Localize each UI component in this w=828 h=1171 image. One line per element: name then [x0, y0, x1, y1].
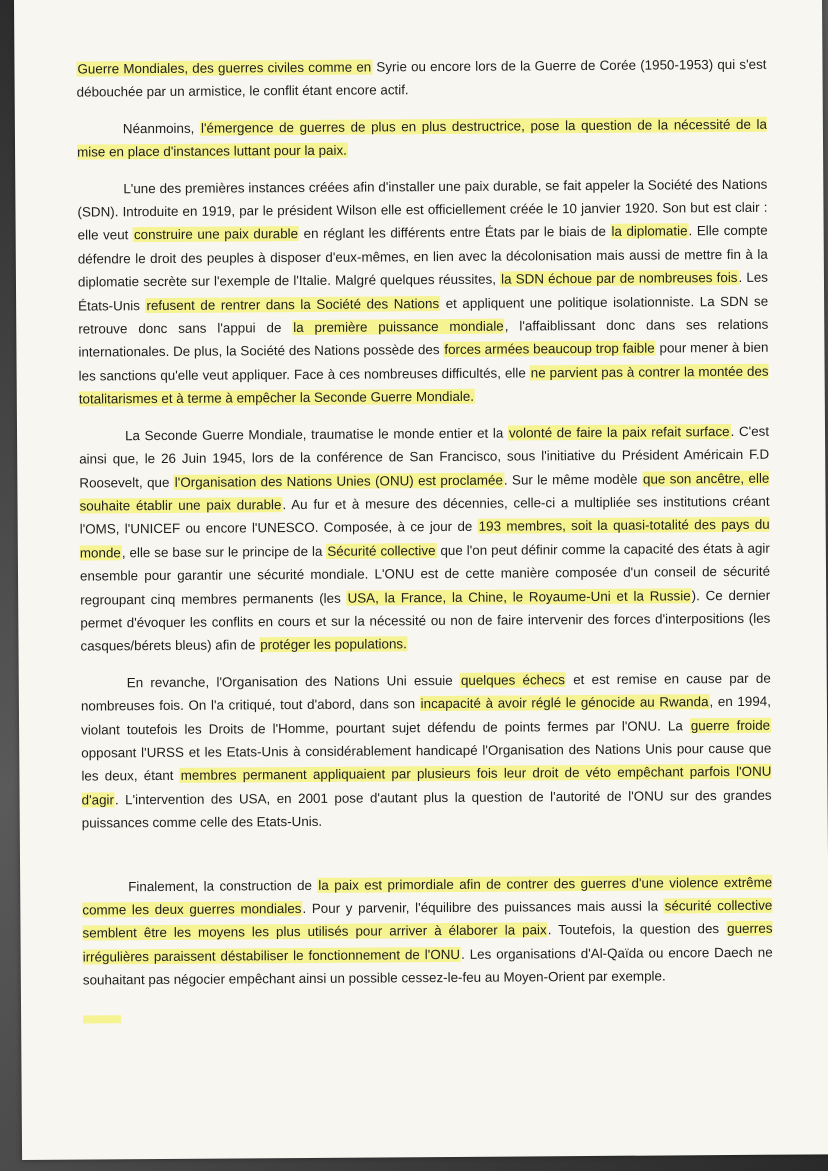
- highlight: guerres irrégulières paraissent déstabiliser le fonctionnement de l'ONU: [82, 921, 773, 965]
- text-run: en réglant les différents entre États par le biais de: [299, 224, 611, 242]
- highlight: guerre froide: [690, 717, 771, 733]
- text-run: que l'on peut définir comme la capacité des états à agir ensemble pour garantir une sécurité mondiale. L'ONU est de cette manière composée d'un conseil de sécurité regroupant cinq membres permanents (les: [79, 540, 771, 608]
- highlight: construire une paix durable: [133, 226, 299, 243]
- highlight: l'émergence de guerres de plus en plus destructrice, pose la question de la nécessité de la mise en place d'instances luttant pour la paix.: [77, 116, 767, 160]
- paragraph-5: [81, 666, 772, 835]
- text-run: et est remise en cause par de nombreuses fois. On l'a critiqué, tout d'abord, dans son: [80, 670, 771, 714]
- highlight: ne parvient pas à contrer la montée des totalitarismes et à terme à empêcher la Seconde Guerre Mondiale.: [78, 363, 769, 407]
- text-run: et appliquent une politique isolationniste. La SDN se retrouve donc sans l'appui de: [78, 293, 769, 337]
- text-run: . Pour y parvenir, l'équilibre des puissances mais aussi la: [302, 898, 664, 917]
- paragraph-3: [77, 172, 769, 411]
- highlight: forces armées beaucoup trop faible: [444, 341, 655, 358]
- highlight: membres permanent appliquaient par plusieurs fois leur droit de véto empêchant parfois l'ONU d'agir: [81, 764, 772, 808]
- highlight: quelques échecs: [460, 671, 565, 688]
- text-run: . C'est ainsi que, le 26 Juin 1945, lors de la conférence de San Francisco, sous l'initiative du Président Américain F.D Roosevelt, que: [79, 423, 770, 491]
- paragraph-6: [82, 870, 773, 992]
- paragraph-4: [79, 419, 771, 658]
- highlight: volonté de faire la paix refait surface: [508, 423, 730, 441]
- text-run: . Elle compte défendre le droit des peuples à disposer d'eux-mêmes, en lien avec la décolonisation mais aussi de mettre fin à la diplomatie secrète sur l'exemple de l'Italie. Malgré quelques réussites,: [77, 223, 768, 290]
- text-run: . Toutefois, la question des: [547, 921, 727, 938]
- text-run: . Les organisations d'Al-Qaïda ou encore Daech ne souhaitant pas négocier empêchant ainsi un possible cessez-le-feu au Moyen-Orient par exemple.: [82, 944, 773, 988]
- text-run: Syrie ou encore lors de la Guerre de Corée (1950-1953) qui s'est débouchée par un armistice, le conflit étant encore actif.: [76, 56, 767, 100]
- text-run: L'une des premières instances créées afin d'installer une paix durable, se fait appeler la Société des Nations (SDN). Introduite en 1919, par le président Wilson elle est officiellement créée le 10 janvier 1920. Son but est clair : elle veut: [77, 176, 768, 243]
- essay-body: [76, 53, 773, 1029]
- text-run: Finalement, la construction de: [128, 877, 318, 894]
- highlight: 193 membres, soit la quasi-totalité des pays du monde: [79, 517, 770, 561]
- text-run: Néanmoins,: [122, 120, 201, 137]
- highlight: que son ancêtre, elle souhaite établir une paix durable: [79, 470, 770, 514]
- highlight: la première puissance mondiale: [293, 318, 504, 336]
- text-run: . L'intervention des USA, en 2001 pose d'autant plus la question de l'autorité de l'ONU sur des grandes puissances comme celle des Etats-Unis.: [81, 787, 772, 831]
- highlight: la paix est primordiale afin de contrer des guerres d'une violence extrême comme les deux guerres mondiales: [82, 874, 773, 918]
- text-run: pour mener à bien les sanctions qu'elle veut appliquer. Face à ces nombreuses difficultés, elle: [78, 340, 769, 384]
- highlight: la SDN échoue par de nombreuses fois: [501, 270, 738, 287]
- highlight: la diplomatie: [611, 223, 688, 240]
- highlight: Guerre Mondiales, des guerres civiles comme en: [77, 59, 372, 77]
- highlight: incapacité à avoir réglé le génocide au Rwanda: [420, 694, 709, 712]
- stray-highlight-mark: [83, 1000, 773, 1028]
- highlighter-stroke: [83, 1015, 121, 1023]
- paragraph-2: [77, 113, 767, 165]
- text-run: , l'affaiblissant donc dans ses relations internationales. De plus, la Société des Nations possède des: [78, 316, 769, 361]
- paragraph-1: [76, 53, 766, 105]
- text-run: ). Ce dernier permet d'évoquer les conflits en cours et sur la nécessité ou non de faire intervenir des forces d'interpositions (les casques/bérets bleus) afin de: [80, 587, 771, 654]
- text-run: . Sur le même modèle: [503, 471, 643, 488]
- text-run: , elle se base sur le principe de la: [121, 543, 327, 560]
- highlight: Sécurité collective: [327, 542, 436, 559]
- highlight: USA, la France, la Chine, le Royaume-Uni et la Russie: [347, 587, 691, 606]
- text-run: opposant l'URSS et les Etats-Unis à considérablement handicapé l'Organisation des Nations Unis pour cause que les deux, étant: [81, 740, 772, 784]
- highlight: l'Organisation des Nations Unies (ONU) est proclamée: [174, 472, 503, 490]
- highlight: refusent de rentrer dans la Société des Nations: [146, 295, 440, 313]
- text-run: . Les États-Unis: [78, 269, 769, 314]
- highlight: sécurité collective semblent être les moyens les plus utilisés pour arriver à élaborer la paix: [82, 897, 773, 941]
- text-run: La Seconde Guerre Mondiale, traumatise le monde entier et la: [124, 425, 508, 443]
- text-run: , en 1994, violant toutefois les Droits de l'Homme, pourtant sujet défendu de points fermes par l'ONU. La: [81, 693, 771, 738]
- paper-sheet: [14, 0, 828, 1160]
- text-run: . Au fur et à mesure des décennies, celle-ci a multipliée ses institutions créant l'OMS, l'UNICEF ou encore l'UNESCO. Composée, à ce jour de: [79, 493, 770, 537]
- text-run: En revanche, l'Organisation des Nations Uni essuie: [126, 672, 460, 690]
- highlight: protéger les populations.: [260, 636, 407, 653]
